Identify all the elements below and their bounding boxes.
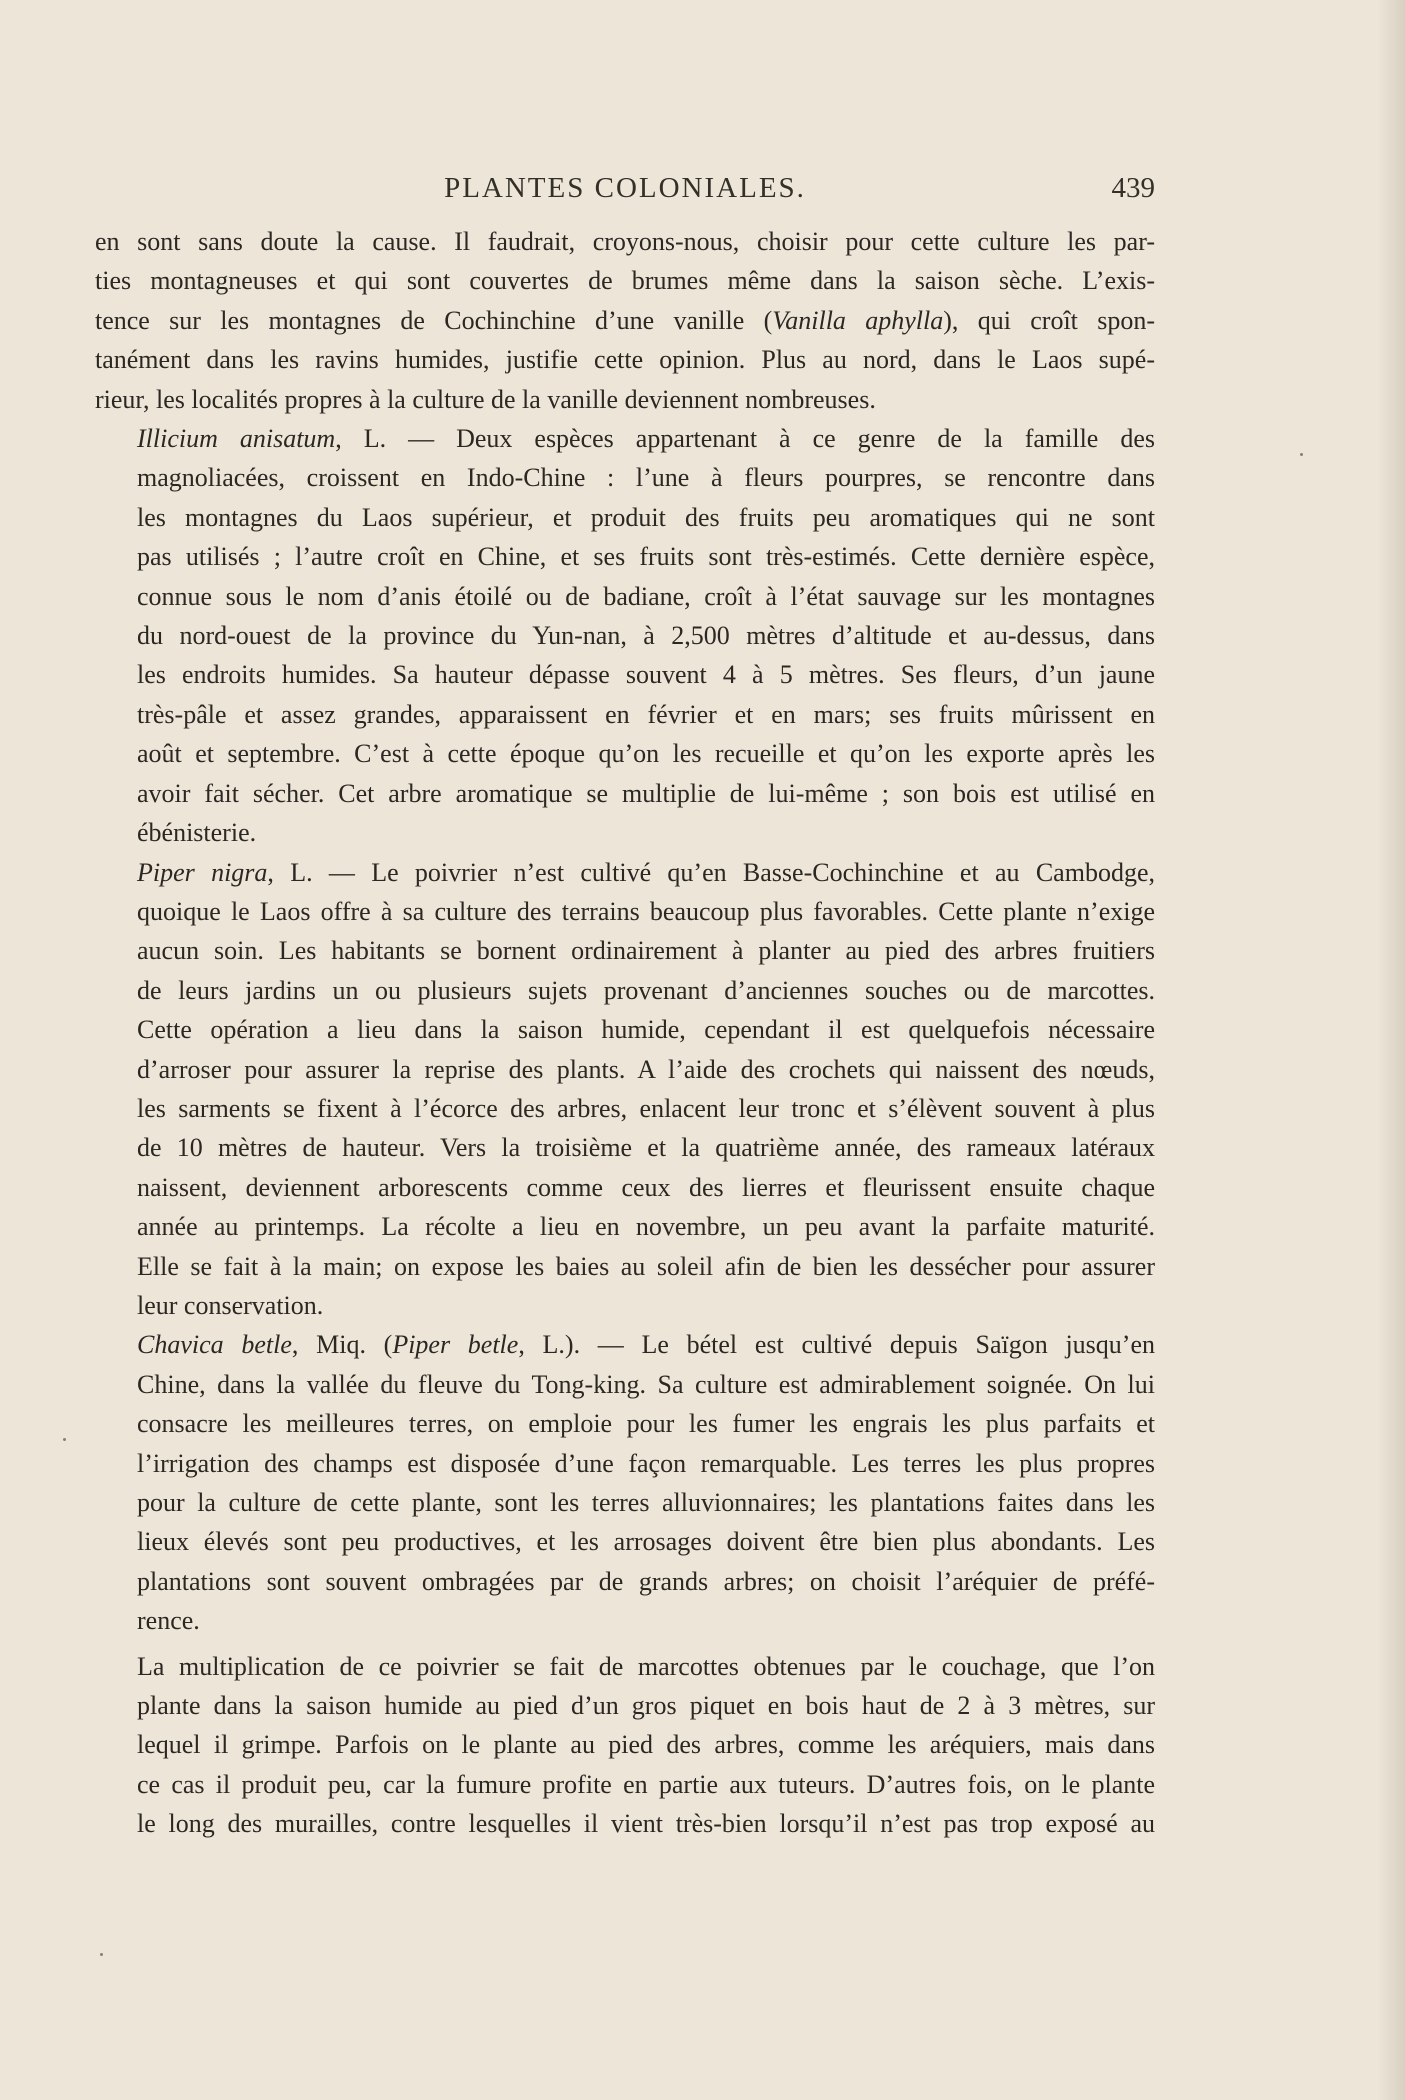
text-line: magnoliacées, croissent en Indo-Chine : l’une à fleurs pourpres, se rencontre dans (137, 463, 1155, 493)
text-line: août et septembre. C’est à cette époque qu’on les recueille et qu’on les exporte après les (137, 739, 1155, 769)
text-line: avoir fait sécher. Cet arbre aromatique se multiplie de lui-même ; son bois est utilisé en (137, 778, 1155, 808)
text-line: lequel il grimpe. Parfois on le plante au pied des arbres, comme les aréquiers, mais dans (137, 1730, 1155, 1760)
text-line: très-pâle et assez grandes, apparaissent en février et en mars; ses fruits mûrissent en (137, 699, 1155, 729)
text-line (95, 1325, 1155, 1364)
body-text (95, 222, 1155, 1844)
text-line: l’irrigation des champs est disposée d’une façon remarquable. Les terres les plus propres (137, 1448, 1155, 1478)
text-line: plante dans la saison humide au pied d’un gros piquet en bois haut de 2 à 3 mètres, sur (137, 1691, 1155, 1721)
text-segment: , Miq. ( (291, 1330, 393, 1360)
text-segment: , L. — Deux espèces appartenant à ce genre de la famille des (335, 424, 1155, 454)
text-segment: , L. — Le poivrier n’est cultivé qu’en Basse-Cochinchine et au Cambodge, (267, 857, 1155, 887)
text-line: pas utilisés ; l’autre croît en Chine, et ses fruits sont très-estimés. Cette dernière espèce, (137, 542, 1155, 572)
species-name: Illicium anisatum (137, 424, 336, 454)
paper-speck (63, 1438, 66, 1441)
text-line: en sont sans doute la cause. Il faudrait, croyons-nous, choisir pour cette culture les par- (95, 227, 1155, 256)
text-line (95, 853, 1155, 892)
text-line: ce cas il produit peu, car la fumure profite en partie aux tuteurs. D’autres fois, on le plante (137, 1769, 1155, 1799)
page-edge-shadow (1377, 0, 1405, 2100)
paragraph-multiplication (95, 1647, 1155, 1844)
text-line: plantations sont souvent ombragées par de grands arbres; on choisit l’aréquier de préfé- (137, 1566, 1155, 1596)
text-line: ébénisterie. (137, 818, 257, 848)
text-line: La multiplication de ce poivrier se fait de marcottes obtenues par le couchage, que l’on (137, 1651, 1155, 1681)
text-line: leur conservation. (137, 1290, 324, 1320)
text-line: ties montagneuses et qui sont couvertes de brumes même dans la saison sèche. L’exis- (95, 266, 1155, 296)
text-segment: , L.). — Le bétel est cultivé depuis Saïgon jusqu’en (518, 1330, 1155, 1360)
text-line: connue sous le nom d’anis étoilé ou de badiane, croît à l’état sauvage sur les montagnes (137, 581, 1155, 611)
text-line: lieux élevés sont peu productives, et les arrosages doivent être bien plus abondants. Les (137, 1527, 1155, 1557)
text-line (95, 419, 1155, 458)
species-name: Chavica betle (137, 1330, 292, 1360)
text-line: les sarments se fixent à l’écorce des arbres, enlacent leur tronc et s’élèvent souvent à plus (137, 1093, 1155, 1123)
paper-speck (1300, 453, 1303, 456)
text-line: quoique le Laos offre à sa culture des terrains beaucoup plus favorables. Cette plante n’exige (137, 896, 1155, 926)
text-line: tanément dans les ravins humides, justifie cette opinion. Plus au nord, dans le Laos supé- (95, 345, 1155, 375)
running-title: PLANTES COLONIALES. (444, 172, 806, 204)
text-line: d’arroser pour assurer la reprise des plants. A l’aide des crochets qui naissent des nœuds, (137, 1054, 1155, 1084)
text-line: les montagnes du Laos supérieur, et produit des fruits peu aromatiques qui ne sont (137, 502, 1155, 532)
text-line: année au printemps. La récolte a lieu en novembre, un peu avant la parfaite maturité. (137, 1212, 1155, 1242)
paragraph-chavica-betle (95, 1325, 1155, 1640)
text-segment: tence sur les montagnes de Cochinchine d’une vanille ( (95, 305, 773, 335)
paragraph-illicium (95, 419, 1155, 852)
text-line: rence. (137, 1606, 200, 1636)
text-segment: ), qui croît spon- (943, 305, 1155, 335)
page-header (95, 172, 1155, 212)
text-line: le long des murailles, contre lesquelles il vient très-bien lorsqu’il n’est pas trop exposé au (137, 1809, 1155, 1839)
text-line: de leurs jardins un ou plusieurs sujets provenant d’anciennes souches ou de marcottes. (137, 975, 1155, 1005)
species-name: Vanilla aphylla (772, 305, 944, 335)
text-line: Elle se fait à la main; on expose les baies au soleil afin de bien les dessécher pour assurer (137, 1251, 1155, 1281)
paper-speck (100, 1953, 103, 1956)
text-line: aucun soin. Les habitants se bornent ordinairement à planter au pied des arbres fruitiers (137, 936, 1155, 966)
text-line: du nord-ouest de la province du Yun-nan, à 2,500 mètres d’altitude et au-dessus, dans (137, 621, 1155, 651)
text-line (95, 301, 1155, 340)
paragraph-vanilla (95, 222, 1155, 419)
text-line: rieur, les localités propres à la culture de la vanille deviennent nombreuses. (95, 384, 876, 414)
text-line: pour la culture de cette plante, sont les terres alluvionnaires; les plantations faites dans les (137, 1488, 1155, 1517)
text-line: consacre les meilleures terres, on emploie pour les fumer les engrais les plus parfaits et (137, 1409, 1155, 1439)
text-line: Cette opération a lieu dans la saison humide, cependant il est quelquefois nécessaire (137, 1015, 1155, 1045)
species-name: Piper nigra (137, 857, 268, 887)
page-number: 439 (1111, 172, 1155, 204)
text-line: Chine, dans la vallée du fleuve du Tong-king. Sa culture est admirablement soignée. On lui (137, 1369, 1155, 1399)
paragraph-piper-nigra (95, 853, 1155, 1326)
text-line: de 10 mètres de hauteur. Vers la troisième et la quatrième année, des rameaux latéraux (137, 1133, 1155, 1163)
text-line: les endroits humides. Sa hauteur dépasse souvent 4 à 5 mètres. Ses fleurs, d’un jaune (137, 660, 1155, 690)
species-name: Piper betle (392, 1330, 519, 1360)
text-line: naissent, deviennent arborescents comme ceux des lierres et fleurissent ensuite chaque (137, 1172, 1155, 1202)
